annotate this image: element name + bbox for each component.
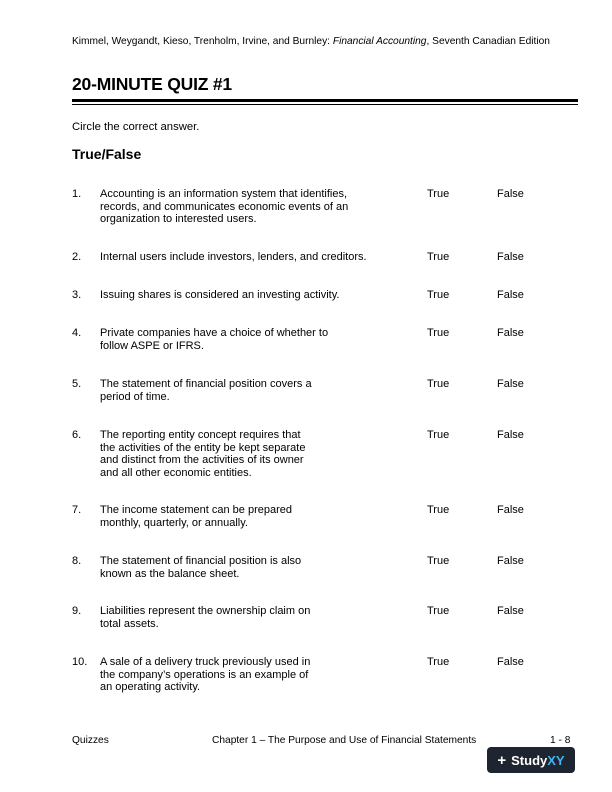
question-text [100,188,400,226]
header-book-title: Financial Accounting [332,36,427,47]
title-rule-thick [72,99,578,102]
question-text-line: Liabilities represent the ownership claim on [100,605,311,617]
question-text-line: the company’s operations is an example of [100,668,309,681]
running-header [72,36,552,47]
question-text [100,378,400,403]
question-text [100,251,400,264]
question-text [100,429,400,480]
header-edition: , Seventh Canadian Edition [426,36,550,47]
instruction-text: Circle the correct answer. [72,121,200,133]
brand-name-part2: XY [547,752,565,768]
question-text [100,605,400,630]
question-number: 5. [72,378,82,390]
question-text [100,555,400,580]
footer-left: Quizzes [72,735,109,746]
question-text-line: Internal users include investors, lenders, and creditors. [100,251,367,263]
question-text-line: known as the balance sheet. [100,567,240,580]
question-number: 9. [72,605,82,617]
question-text-line: The income statement can be prepared [100,504,293,516]
question-text-line: Issuing shares is considered an investing activity. [100,289,340,301]
question-text [100,504,400,529]
question-text-line: period of time. [100,390,170,403]
question-text-line: the activities of the entity be kept separate [100,441,306,454]
answer-true-option[interactable]: True [427,378,450,390]
answer-false-option[interactable]: False [497,327,524,339]
question-text [100,656,400,694]
question-number: 7. [72,504,82,516]
question-text-line: Private companies have a choice of whether to [100,327,329,339]
question-text-line: and distinct from the activities of its owner [100,454,304,467]
answer-true-option[interactable]: True [427,555,450,567]
answer-true-option[interactable]: True [427,251,450,263]
answer-false-option[interactable]: False [497,656,524,668]
answer-false-option[interactable]: False [497,378,524,390]
answer-false-option[interactable]: False [497,188,524,200]
question-text-line: A sale of a delivery truck previously used in [100,656,311,668]
question-number: 4. [72,327,82,339]
answer-true-option[interactable]: True [427,605,450,617]
answer-false-option[interactable]: False [497,504,524,516]
question-text-line: total assets. [100,617,159,630]
footer-center: Chapter 1 – The Purpose and Use of Financial Statements [212,735,477,746]
brand-name [511,753,564,768]
answer-true-option[interactable]: True [427,289,450,301]
answer-true-option[interactable]: True [427,327,450,339]
title-rule-thin [72,104,578,105]
answer-true-option[interactable]: True [427,429,450,441]
question-number: 3. [72,289,82,301]
section-heading: True/False [72,146,142,162]
question-text-line: Accounting is an information system that identifies, [100,188,348,200]
answer-false-option[interactable]: False [497,605,524,617]
question-number: 8. [72,555,82,567]
question-number: 1. [72,188,82,200]
question-text-line: records, and communicates economic events of an [100,200,349,213]
answer-true-option[interactable]: True [427,188,450,200]
question-text-line: organization to interested users. [100,213,257,226]
answer-true-option[interactable]: True [427,504,450,516]
question-number: 6. [72,429,82,441]
header-authors: Kimmel, Weygandt, Kieso, Trenholm, Irvine, and Burnley: [72,36,333,47]
question-number: 2. [72,251,82,263]
page-title: 20-MINUTE QUIZ #1 [72,74,232,94]
brand-name-part1: Study [511,752,548,768]
question-number: 10. [72,656,88,668]
question-text-line: monthly, quarterly, or annually. [100,516,248,529]
question-text-line: The reporting entity concept requires that [100,429,301,441]
question-text-line: follow ASPE or IFRS. [100,339,204,352]
answer-false-option[interactable]: False [497,251,524,263]
question-text-line: an operating activity. [100,681,201,694]
footer-page-number: 1 - 8 [550,735,571,746]
answer-false-option[interactable]: False [497,289,524,301]
answer-false-option[interactable]: False [497,555,524,567]
question-text-line: and all other economic entities. [100,467,252,480]
question-text-line: The statement of financial position is also [100,555,302,567]
question-text [100,327,400,352]
answer-true-option[interactable]: True [427,656,450,668]
question-text [100,289,400,302]
studyxy-badge[interactable] [487,747,575,773]
plus-icon: + [497,751,507,769]
question-text-line: The statement of financial position covers a [100,378,312,390]
answer-false-option[interactable]: False [497,429,524,441]
